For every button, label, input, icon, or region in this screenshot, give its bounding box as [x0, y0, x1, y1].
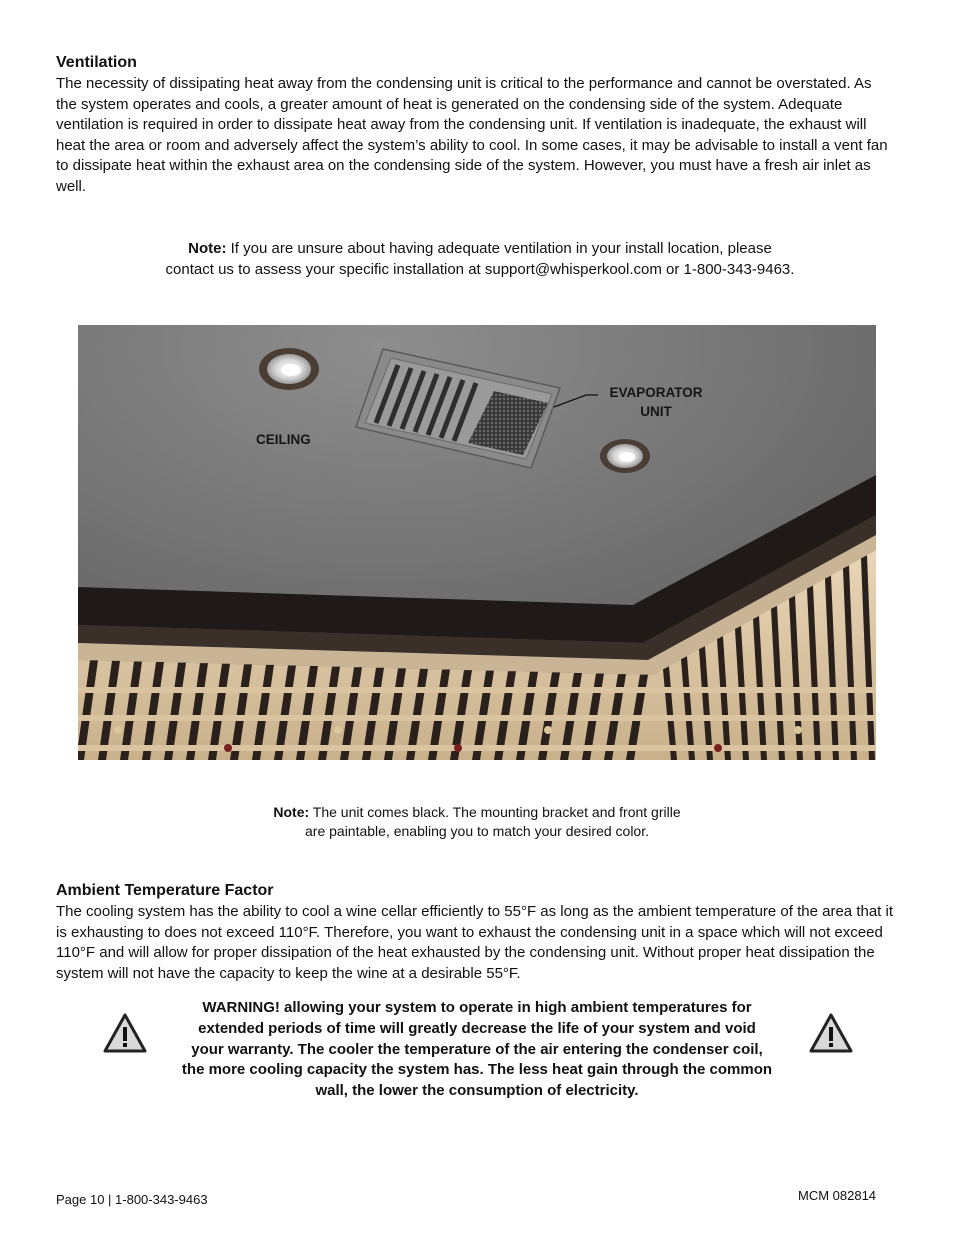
warning-triangle-icon	[102, 1012, 148, 1054]
footer-document-code: MCM 082814	[798, 1188, 877, 1203]
ceiling-label: CEILING	[256, 432, 311, 447]
ceiling-illustration	[78, 325, 876, 760]
footer-page-number: Page 10 | 1-800-343-9463	[56, 1192, 208, 1207]
evaporator-unit-label: EVAPORATOR UNIT	[609, 385, 703, 419]
paint-note	[200, 803, 754, 841]
recessed-light-icon	[600, 439, 650, 473]
note-text-line1: If you are unsure about having adequate ventilation in your install location, please	[230, 240, 772, 257]
recessed-light-icon	[259, 348, 319, 390]
ambient-heading: Ambient Temperature Factor	[56, 882, 274, 899]
ambient-paragraph: The cooling system has the ability to cool a wine cellar efficiently to 55°F as long as the ambient temperature of the area that it is exhausting to does not exceed 110°F. Therefore, you want to exhaust the condensing unit in a space which will not exceed 110°F and will allow for proper dissipation of the heat exhausted by the condensing unit. Without proper heat dissipation the system will not have the capacity to keep the wine at a desirable 55°F.	[56, 903, 894, 982]
note-text-line2: contact us to assess your specific installation at support@whisperkool.com or 1-800-343-9463.	[165, 260, 795, 278]
warning-triangle-icon	[808, 1012, 854, 1054]
note-text-line2: are paintable, enabling you to match your desired color.	[305, 823, 649, 839]
ventilation-paragraph: The necessity of dissipating heat away from the condensing unit is critical to the performance and cannot be overstated. As the system operates and cools, a greater amount of heat is generated on the condensing side of the system. Adequate ventilation is required in order to dissipate heat away from the condensing unit. If ventilation is inadequate, the exhaust will heat the area or room and adversely affect the system’s ability to cool. In some cases, it may be advisable to install a vent fan to dissipate heat within the exhaust area on the condensing side of the system. However, you must have a fresh air inlet as well.	[56, 75, 888, 195]
note-text-line1: The unit comes black. The mounting bracket and front grille	[312, 804, 681, 820]
ventilation-note	[100, 239, 860, 280]
warning-text: WARNING! allowing your system to operate in high ambient temperatures for extended periods of time will greatly decrease the life of your system and void your warranty. The cooler the temperature of the air entering the condenser coil, the more cooling capacity the system has. The less heat gain through the common wall, the lower the consumption of electricity.	[181, 999, 773, 1100]
note-label: Note:	[273, 804, 310, 820]
note-label: Note:	[188, 240, 227, 257]
ventilation-heading: Ventilation	[56, 54, 137, 71]
